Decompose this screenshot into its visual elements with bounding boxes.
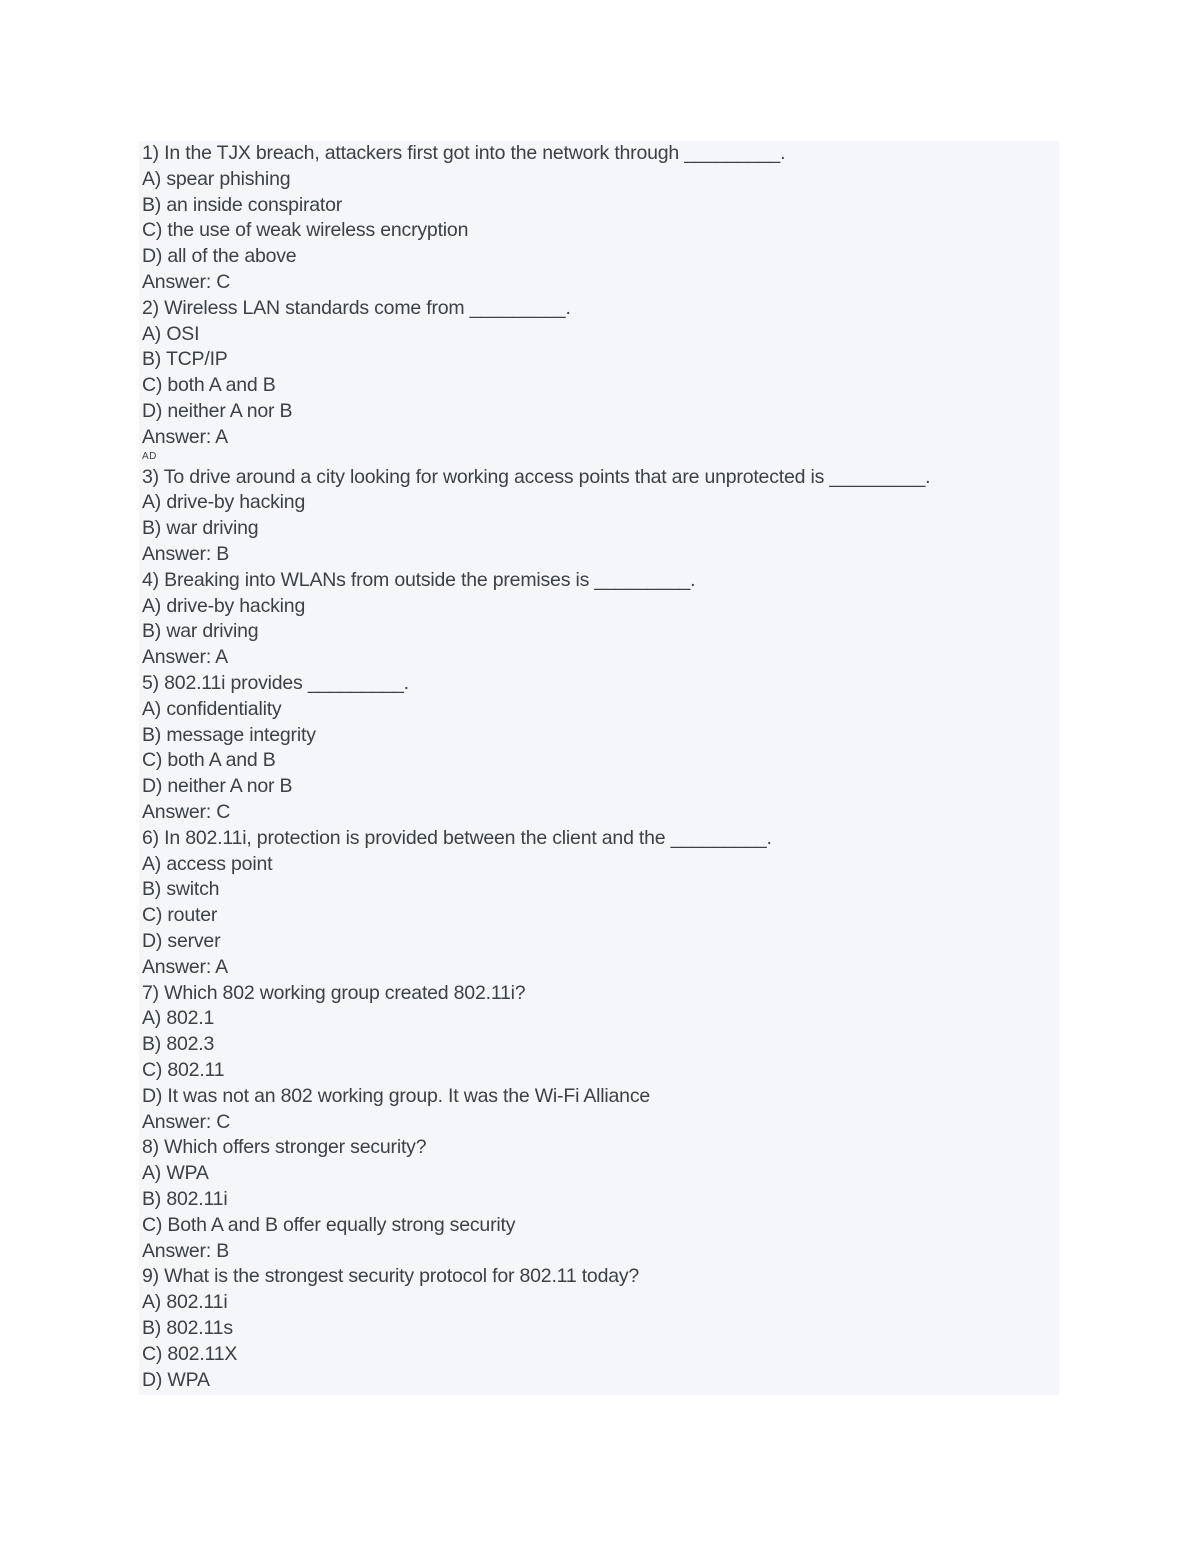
- question-line: 6) In 802.11i, protection is provided between the client and the _________.: [142, 826, 772, 849]
- option-line: D) server: [142, 930, 221, 952]
- ad-marker: AD: [142, 450, 157, 462]
- answer-line: Answer: A: [142, 955, 228, 978]
- option-line: A) drive-by hacking: [142, 594, 306, 617]
- answer-line: Answer: A: [142, 646, 228, 669]
- option-line: B) 802.11s: [142, 1317, 233, 1339]
- option-line: B) war driving: [142, 517, 259, 540]
- answer-line: Answer: B: [142, 1239, 230, 1262]
- option-line: D) WPA: [142, 1368, 210, 1391]
- option-line: B) TCP/IP: [142, 348, 228, 371]
- answer-line: Answer: A: [142, 425, 228, 448]
- option-line: C) the use of weak wireless encryption: [142, 219, 469, 242]
- option-line: B) switch: [142, 878, 220, 901]
- option-line: C) Both A and B offer equally strong security: [142, 1213, 516, 1236]
- answer-line: Answer: B: [142, 543, 230, 565]
- option-line: D) It was not an 802 working group. It was the Wi-Fi Alliance: [142, 1084, 651, 1107]
- option-line: C) both A and B: [142, 374, 276, 397]
- question-line: 4) Breaking into WLANs from outside the premises is _________.: [142, 568, 696, 591]
- option-line: C) 802.11: [142, 1059, 225, 1081]
- option-line: B) an inside conspirator: [142, 193, 343, 216]
- option-line: C) both A and B: [142, 749, 276, 772]
- option-line: D) neither A nor B: [142, 775, 293, 798]
- option-line: C) 802.11X: [142, 1342, 238, 1365]
- question-line: 3) To drive around a city looking for working access points that are unprotected is _________.: [142, 465, 931, 488]
- question-line: 5) 802.11i provides _________.: [142, 672, 409, 694]
- option-line: D) all of the above: [142, 245, 297, 268]
- document-page: [139, 141, 1059, 1395]
- question-line: 8) Which offers stronger security?: [142, 1136, 427, 1159]
- option-line: C) router: [142, 904, 218, 927]
- option-line: A) 802.1: [142, 1007, 215, 1030]
- option-line: D) neither A nor B: [142, 400, 293, 422]
- answer-line: Answer: C: [142, 271, 231, 293]
- option-line: A) 802.11i: [142, 1291, 228, 1314]
- option-line: B) war driving: [142, 620, 259, 643]
- option-line: A) spear phishing: [142, 167, 291, 190]
- question-line: 9) What is the strongest security protocol for 802.11 today?: [142, 1265, 640, 1288]
- option-line: A) WPA: [142, 1162, 209, 1185]
- option-line: A) access point: [142, 852, 273, 875]
- option-line: A) drive-by hacking: [142, 491, 306, 514]
- answer-line: Answer: C: [142, 801, 231, 823]
- question-line: 1) In the TJX breach, attackers first got into the network through _________.: [142, 142, 786, 164]
- option-line: A) confidentiality: [142, 697, 282, 720]
- answer-line: Answer: C: [142, 1110, 231, 1133]
- option-line: B) 802.11i: [142, 1188, 228, 1210]
- option-line: B) 802.3: [142, 1033, 215, 1056]
- option-line: B) message integrity: [142, 723, 316, 746]
- option-line: A) OSI: [142, 322, 200, 345]
- question-line: 7) Which 802 working group created 802.11i?: [142, 981, 526, 1004]
- question-line: 2) Wireless LAN standards come from _________.: [142, 296, 571, 319]
